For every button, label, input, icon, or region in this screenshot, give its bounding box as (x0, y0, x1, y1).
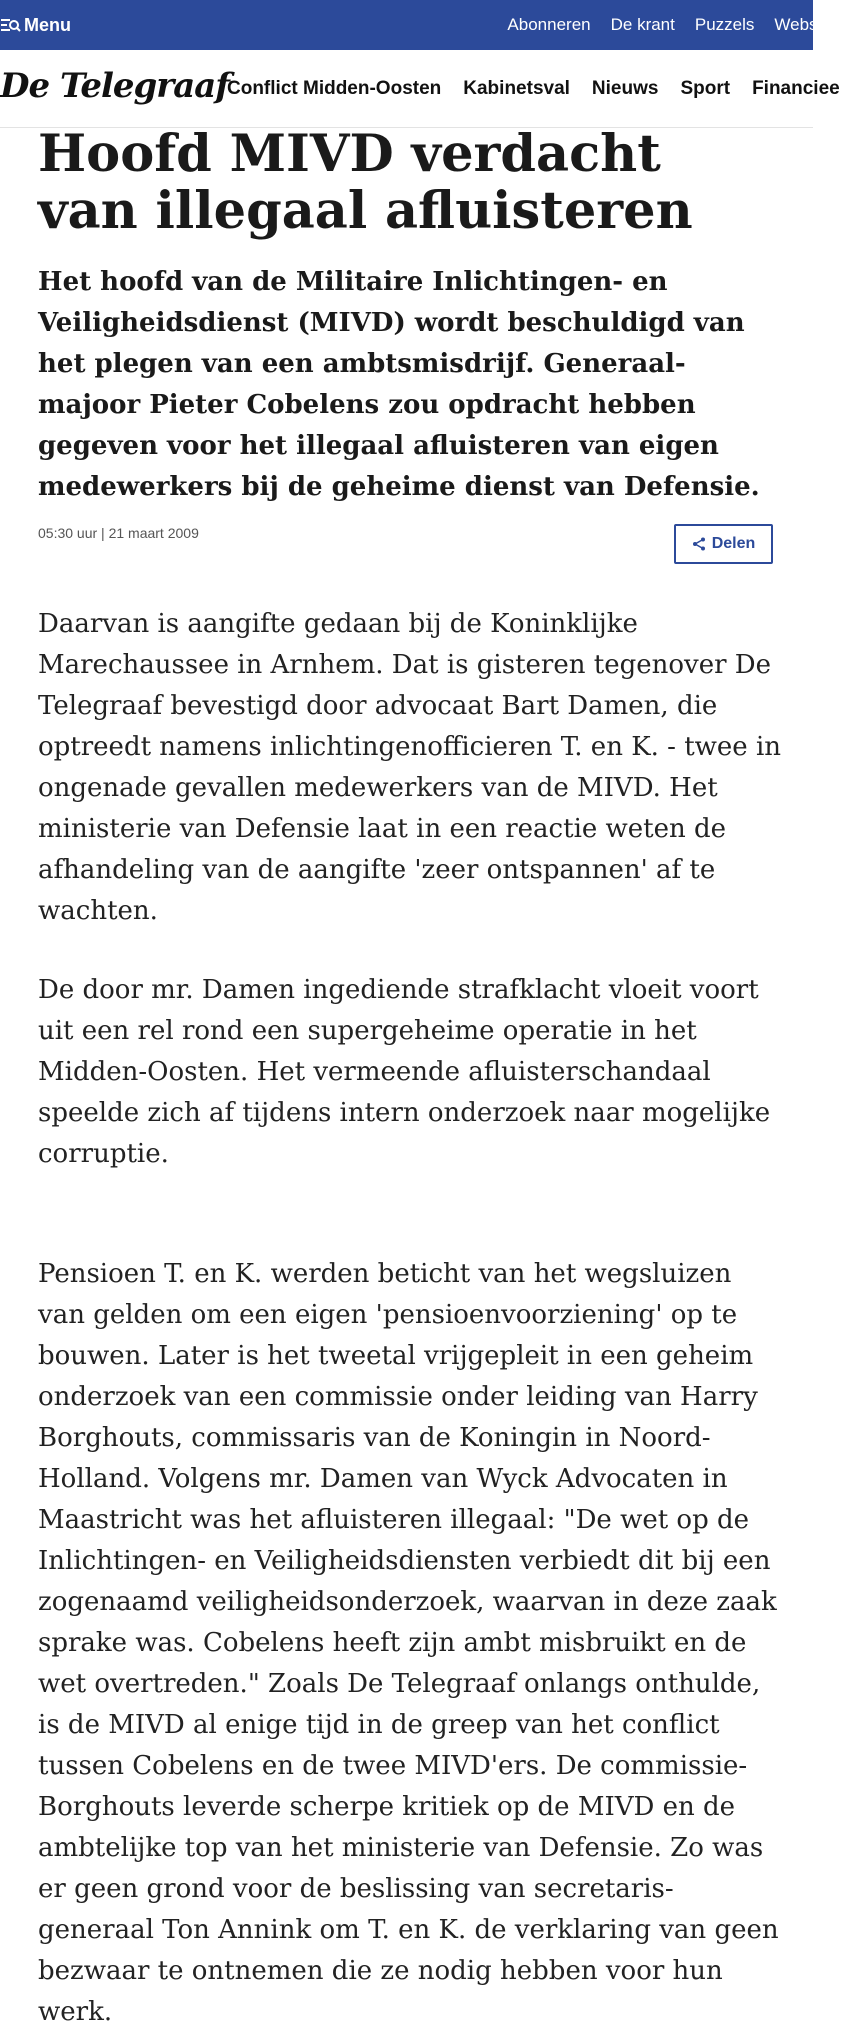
nav-conflict-midden-oosten[interactable]: Conflict Midden-Oosten (227, 78, 442, 99)
menu-label: Menu (24, 14, 71, 35)
link-de-krant[interactable]: De krant (610, 15, 675, 34)
nav-sport[interactable]: Sport (680, 78, 731, 99)
menu-button[interactable] (0, 0, 71, 50)
article-headline: Hoofd MIVD verdacht van illegaal afluisteren (38, 124, 693, 241)
share-button[interactable] (674, 524, 773, 564)
article-paragraph: Pensioen T. en K. werden beticht van het wegsluizen van gelden om een eigen 'pensioenvoorziening' op te bouwen. Later is het tweetal vrijgepleit in een geheim onderzoek van een commissie onder leiding van Harry Borghouts, commissaris van de Koningin in Noord-Holland. Volgens mr. Damen van Wyck Advocaten in Maastricht was het afluisteren illegaal: "De wet op de Inlichtingen- en Veiligheidsdiensten verbiedt dit bij een zogenaamd veiligheidsonderzoek, waarvan in deze zaak sprake was. Cobelens heeft zijn ambt misbruikt en de wet overtreden." Zoals De Telegraaf onlangs onthulde, is de MIVD al enige tijd in de greep van het conflict tussen Cobelens en de twee MIVD'ers. De commissie-Borghouts leverde scherpe kritiek op de MIVD en de ambtelijke top van het ministerie van Defensie. Zo was er geen grond voor de beslissing van secretaris-generaal Ton Annink om T. en K. de verklaring van geen bezwaar te ontnemen die ze nodig hebben voor hun werk. (38, 1259, 779, 2027)
nav-financieel[interactable]: Financiee (752, 78, 840, 99)
link-abonneren[interactable]: Abonneren (507, 15, 591, 34)
nav-kabinetsval[interactable]: Kabinetsval (463, 78, 570, 99)
top-bar (0, 0, 827, 50)
top-links (487, 0, 827, 50)
nav-nieuws[interactable]: Nieuws (591, 78, 659, 99)
section-navbar (0, 50, 840, 128)
article-paragraph: Daarvan is aangifte gedaan bij de Koninklijke Marechaussee in Arnhem. Dat is gisteren tegenover De Telegraaf bevestigd door advocaat Bart Damen, die optreedt namens inlichtingenofficieren T. en K. - twee in ongenade gevallen medewerkers van de MIVD. Het ministerie van Defensie laat in een reactie weten de afhandeling van de aangifte 'zeer ontspannen' af te wachten. (38, 609, 782, 926)
search-menu-icon (0, 16, 22, 34)
article-paragraph: De door mr. Damen ingediende strafklacht vloeit voort uit een rel rond een supergeheime operatie in het Midden-Oosten. Het vermeende afluisterschandaal speelde zich af tijdens intern onderzoek naar mogelijke corruptie. (38, 975, 771, 1169)
article-dateline: 05:30 uur | 21 maart 2009 (38, 525, 199, 541)
link-webshop[interactable]: Websh (774, 15, 827, 34)
link-puzzels[interactable]: Puzzels (694, 15, 755, 34)
share-label: Delen (711, 535, 756, 552)
section-links (227, 50, 862, 128)
share-icon (692, 537, 706, 551)
article-intro: Het hoofd van de Militaire Inlichtingen- en Veiligheidsdienst (MIVD) wordt beschuldigd van het plegen van een ambtsmisdrijf. Generaal-majoor Pieter Cobelens zou opdracht hebben gegeven voor het illegaal afluisteren van eigen medewerkers bij de geheime dienst van Defensie. (38, 267, 760, 502)
telegraaf-logo[interactable]: De Telegraaf (0, 66, 229, 106)
